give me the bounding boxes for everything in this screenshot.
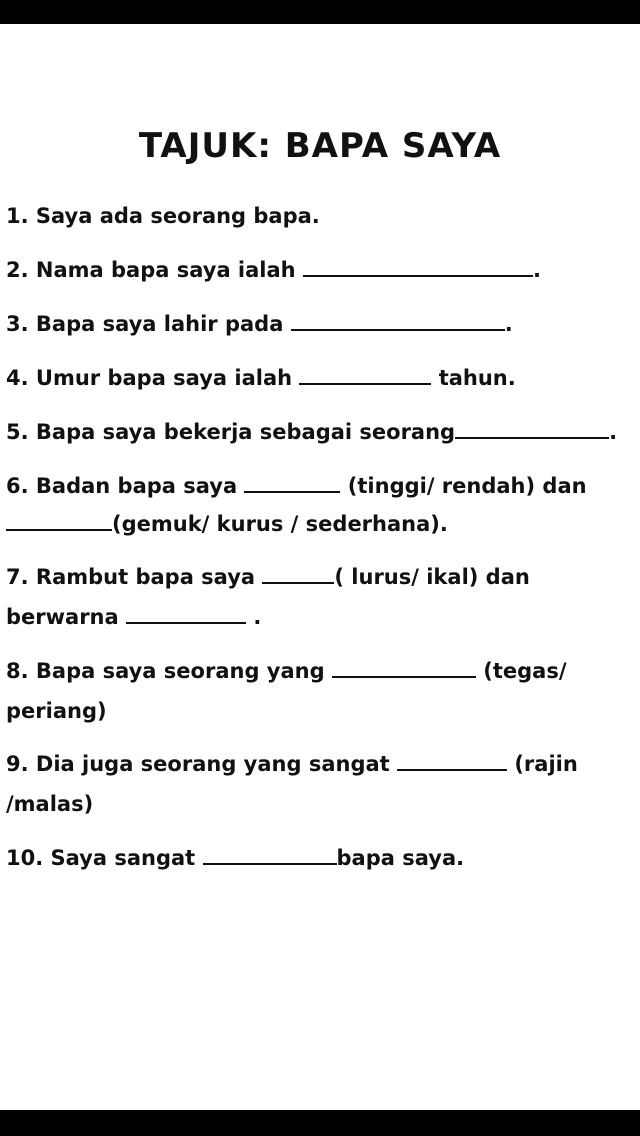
item-text: /malas) bbox=[6, 792, 94, 816]
item-6 bbox=[6, 472, 587, 500]
answer-blank[interactable] bbox=[397, 751, 507, 771]
item-number: 5. bbox=[6, 420, 29, 444]
item-5 bbox=[6, 418, 617, 446]
item-end: . bbox=[532, 258, 541, 282]
answer-blank[interactable] bbox=[244, 473, 340, 493]
answer-blank[interactable] bbox=[126, 604, 246, 624]
item-number: 1. bbox=[6, 204, 29, 228]
bottom-black-bar bbox=[0, 1110, 640, 1136]
item-number: 4. bbox=[6, 366, 29, 390]
answer-blank[interactable] bbox=[291, 311, 505, 331]
item-text: periang) bbox=[6, 699, 107, 723]
answer-blank[interactable] bbox=[262, 564, 334, 584]
top-black-bar bbox=[0, 0, 640, 24]
item-text: Bapa saya lahir pada bbox=[35, 312, 284, 336]
item-number: 2. bbox=[6, 258, 29, 282]
item-text-after: ( lurus/ ikal) dan bbox=[334, 565, 530, 589]
item-text: Saya ada seorang bapa. bbox=[35, 204, 320, 228]
item-7 bbox=[6, 563, 530, 591]
item-text: Dia juga seorang yang sangat bbox=[35, 752, 390, 776]
item-number: 10. bbox=[6, 846, 44, 870]
item-end: . bbox=[253, 605, 262, 629]
item-9 bbox=[6, 750, 578, 778]
item-text: Badan bapa saya bbox=[35, 474, 238, 498]
item-text-after: (gemuk/ kurus / sederhana). bbox=[112, 512, 448, 536]
item-8 bbox=[6, 657, 567, 685]
item-9-continued bbox=[6, 790, 93, 818]
item-text: Umur bapa saya ialah bbox=[35, 366, 293, 390]
item-text-after: (tegas/ bbox=[483, 659, 567, 683]
item-1 bbox=[6, 202, 320, 230]
item-text: Bapa saya bekerja sebagai seorang bbox=[35, 420, 456, 444]
answer-blank[interactable] bbox=[332, 658, 476, 678]
answer-blank[interactable] bbox=[203, 845, 337, 865]
item-text: Bapa saya seorang yang bbox=[35, 659, 325, 683]
answer-blank[interactable] bbox=[6, 511, 112, 531]
worksheet-title: TAJUK: BAPA SAYA bbox=[138, 126, 502, 166]
item-2 bbox=[6, 256, 541, 284]
item-text-after: (tinggi/ rendah) dan bbox=[347, 474, 587, 498]
item-end: . bbox=[504, 312, 513, 336]
item-number: 6. bbox=[6, 474, 29, 498]
item-text-after: tahun. bbox=[438, 366, 516, 390]
item-text-after: bapa saya. bbox=[336, 846, 465, 870]
answer-blank[interactable] bbox=[303, 257, 533, 277]
item-6-continued bbox=[6, 510, 448, 538]
item-text: Saya sangat bbox=[50, 846, 196, 870]
item-number: 8. bbox=[6, 659, 29, 683]
item-10 bbox=[6, 844, 464, 872]
item-3 bbox=[6, 310, 513, 338]
item-number: 3. bbox=[6, 312, 29, 336]
item-number: 7. bbox=[6, 565, 29, 589]
item-end: . bbox=[609, 420, 618, 444]
answer-blank[interactable] bbox=[455, 419, 609, 439]
item-text: Rambut bapa saya bbox=[35, 565, 256, 589]
item-text: Nama bapa saya ialah bbox=[35, 258, 296, 282]
item-8-continued bbox=[6, 697, 107, 725]
item-number: 9. bbox=[6, 752, 29, 776]
item-7-continued bbox=[6, 603, 261, 631]
item-text: berwarna bbox=[6, 605, 119, 629]
item-4 bbox=[6, 364, 516, 392]
item-text-after: (rajin bbox=[514, 752, 578, 776]
answer-blank[interactable] bbox=[299, 365, 431, 385]
